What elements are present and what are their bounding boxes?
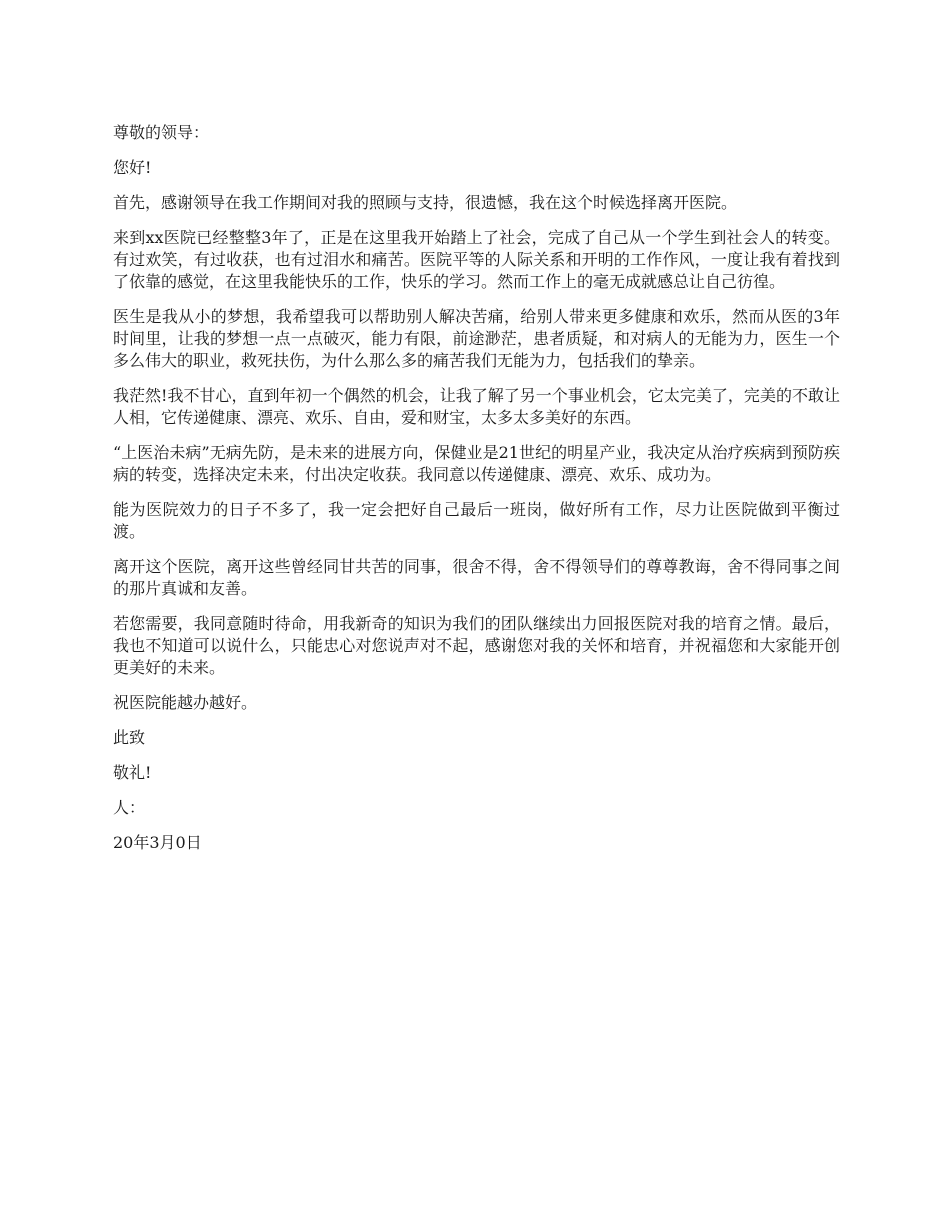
closing-line-2: 敬礼! (113, 763, 152, 782)
date: 20年3月0日 (113, 833, 202, 852)
paragraph: 来到xx医院已经整整3年了，正是在这里我开始踏上了社会，完成了自己从一个学生到社会人的转变。有过欢笑，有过收获，也有过泪水和痛苦。医院平等的人际关系和开明的工作作风，一度让我有着找到了依靠的感觉，在这里我能快乐的工作，快乐的学习。然而工作上的毫无成就感总让自己彷徨。 (113, 228, 840, 291)
closing-line-1: 此致 (113, 728, 146, 747)
closing-wish: 祝医院能越办越好。 (113, 693, 258, 712)
letter-body (113, 122, 840, 867)
signature: 人： (113, 798, 146, 817)
paragraph: 医生是我从小的梦想，我希望我可以帮助别人解决苦痛，给别人带来更多健康和欢乐，然而从医的3年时间里，让我的梦想一点一点破灭，能力有限，前途渺茫，患者质疑，和对病人的无能为力，医生一个多么伟大的职业，救死扶伤，为什么那么多的痛苦我们无能为力，包括我们的挚亲。 (113, 307, 840, 370)
paragraph: “上医治未病”无病先防，是未来的进展方向，保健业是21世纪的明星产业，我决定从治疗疾病到预防疾病的转变，选择决定未来，付出决定收获。我同意以传递健康、漂亮、欢乐、成功为。 (113, 443, 840, 484)
greeting: 您好! (113, 158, 152, 177)
paragraph: 能为医院效力的日子不多了，我一定会把好自己最后一班岗，做好所有工作，尽力让医院做到平衡过渡。 (113, 500, 840, 541)
paragraph: 离开这个医院，离开这些曾经同甘共苦的同事，很舍不得，舍不得领导们的尊尊教诲，舍不得同事之间的那片真诚和友善。 (113, 557, 840, 598)
salutation: 尊敬的领导： (113, 123, 210, 142)
paragraph: 若您需要，我同意随时待命，用我新奇的知识为我们的团队继续出力回报医院对我的培育之情。最后，我也不知道可以说什么，只能忠心对您说声对不起，感谢您对我的关怀和培育，并祝福您和大家能开创更美好的未来。 (113, 614, 840, 677)
paragraph: 首先，感谢领导在我工作期间对我的照顾与支持，很遗憾，我在这个时候选择离开医院。 (113, 193, 738, 212)
paragraph: 我茫然!我不甘心，直到年初一个偶然的机会，让我了解了另一个事业机会，它太完美了，完美的不敢让人相，它传递健康、漂亮、欢乐、自由，爱和财宝，太多太多美好的东西。 (113, 386, 840, 427)
